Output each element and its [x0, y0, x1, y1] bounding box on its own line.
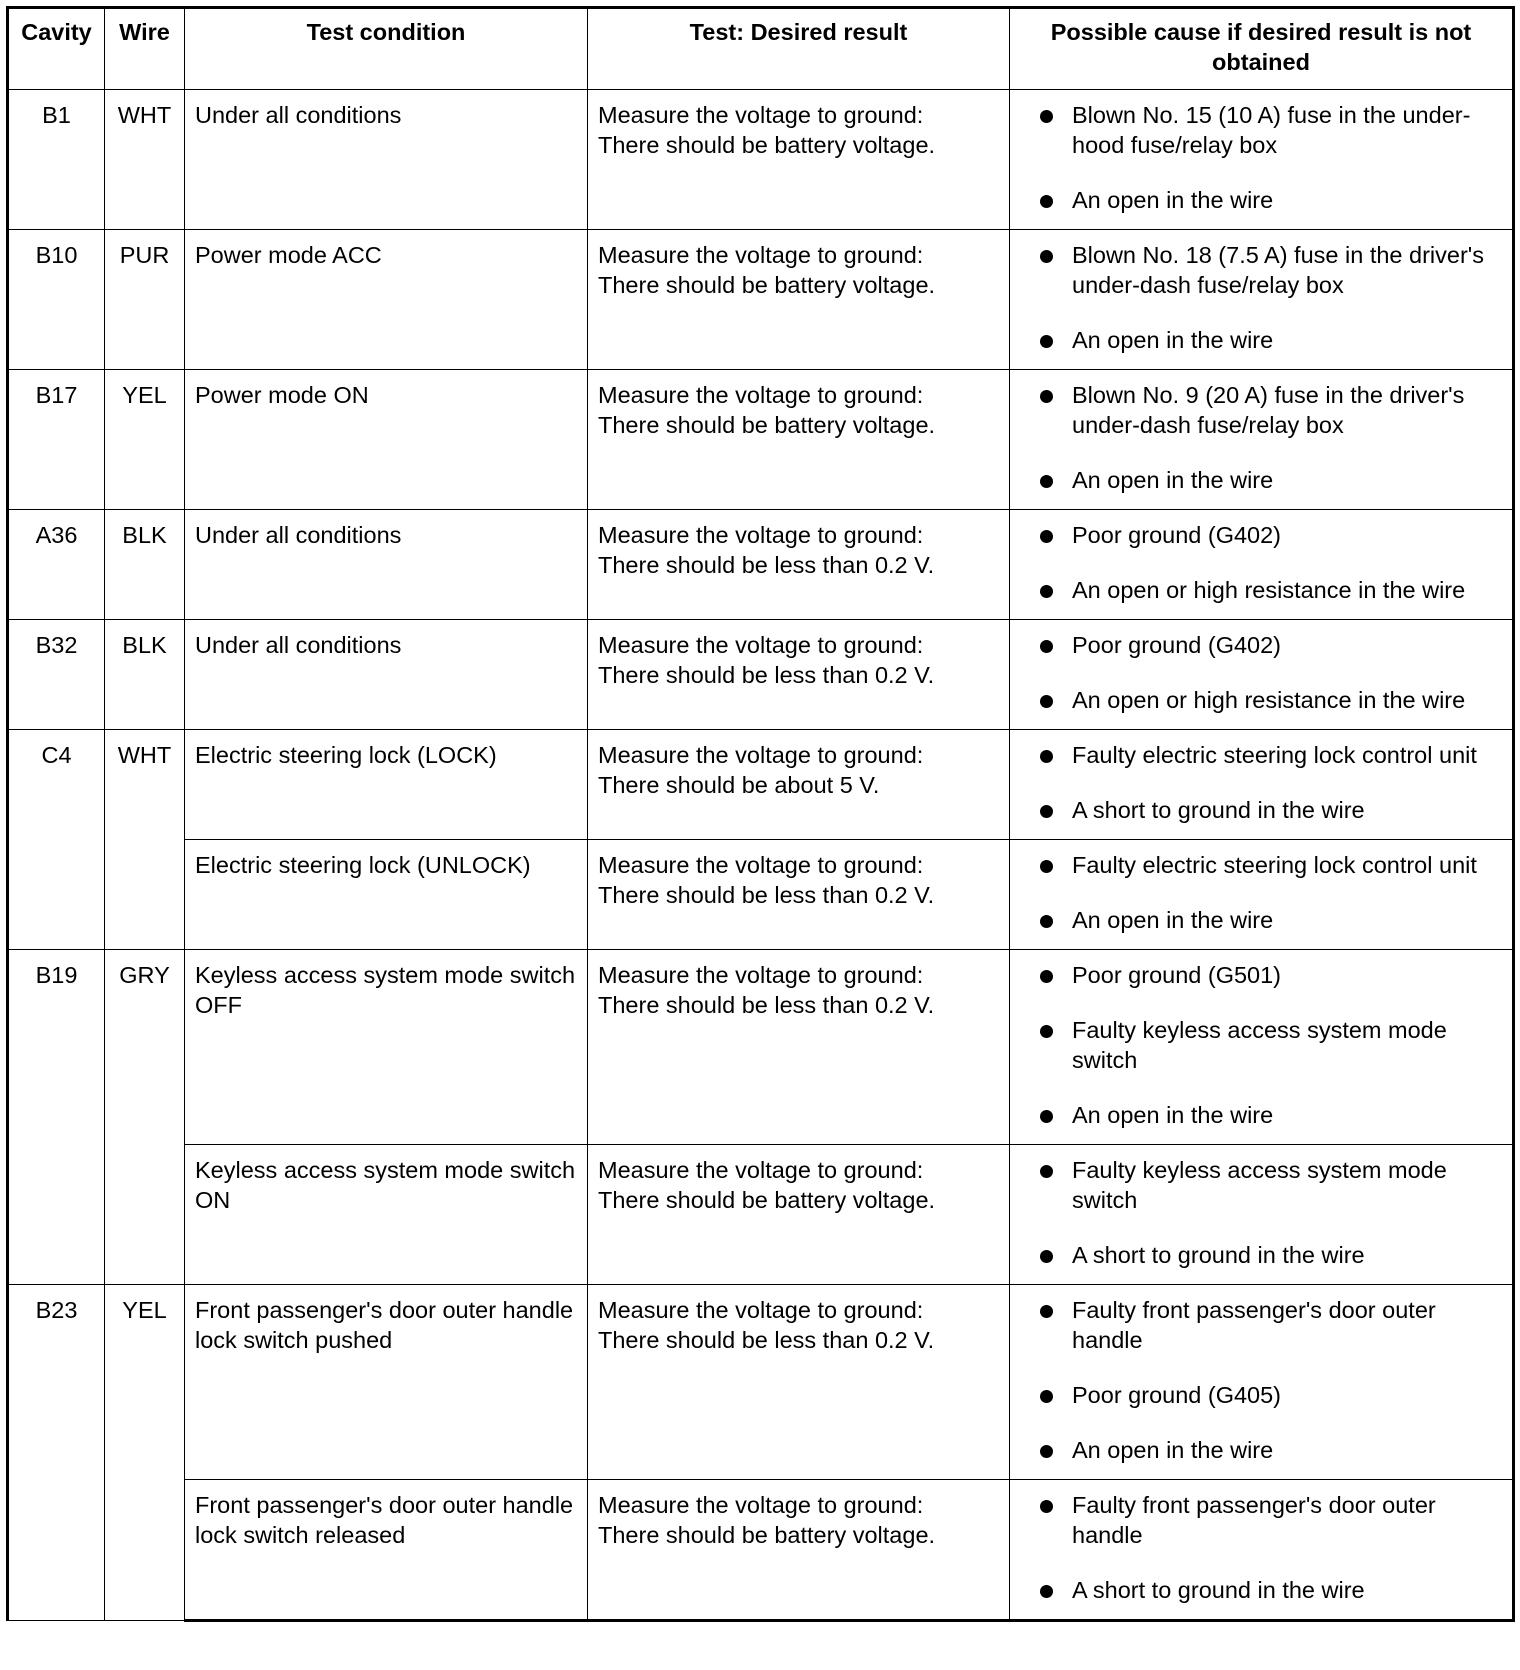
- test-condition-cell: Keyless access system mode switch OFF: [185, 950, 588, 1145]
- cause-item: [1020, 850, 1502, 880]
- cause-list: [1020, 520, 1502, 605]
- cavity-cell: C4: [8, 730, 105, 950]
- cause-text: Poor ground (G501): [1072, 962, 1282, 988]
- bullet-icon: [1040, 970, 1053, 983]
- cause-list: [1020, 380, 1502, 495]
- test-condition-header: Test condition: [185, 8, 588, 90]
- cause-text: Faulty keyless access system mode switch: [1072, 1157, 1447, 1213]
- bullet-icon: [1040, 750, 1053, 763]
- wire-cell: BLK: [105, 620, 185, 730]
- cause-text: An open in the wire: [1072, 187, 1274, 213]
- bullet-icon: [1040, 250, 1053, 263]
- wire-header: Wire: [105, 8, 185, 90]
- bullet-icon: [1040, 1165, 1053, 1178]
- desired-result-cell: [588, 950, 1010, 1145]
- result-line: There should be less than 0.2 V.: [598, 1327, 935, 1353]
- result-line: Measure the voltage to ground:: [598, 242, 924, 268]
- bullet-icon: [1040, 1305, 1053, 1318]
- result-line: Measure the voltage to ground:: [598, 1297, 924, 1323]
- desired-result-cell: [588, 1480, 1010, 1621]
- cause-item: [1020, 185, 1502, 215]
- desired-result-cell: [588, 510, 1010, 620]
- cause-text: Blown No. 18 (7.5 A) fuse in the driver's under-dash fuse/relay box: [1072, 242, 1485, 298]
- cause-list: [1020, 1295, 1502, 1465]
- cause-text: Blown No. 9 (20 A) fuse in the driver's under-dash fuse/relay box: [1072, 382, 1465, 438]
- cause-item: [1020, 960, 1502, 990]
- possible-cause-cell: [1010, 370, 1514, 510]
- desired-result-cell: [588, 370, 1010, 510]
- cause-item: [1020, 630, 1502, 660]
- bullet-icon: [1040, 915, 1053, 928]
- bullet-icon: [1040, 1110, 1053, 1123]
- result-line: There should be battery voltage.: [598, 1522, 936, 1548]
- cause-list: [1020, 100, 1502, 215]
- table-row: [8, 1285, 1514, 1480]
- wire-cell: YEL: [105, 1285, 185, 1621]
- cause-item: [1020, 100, 1502, 160]
- bullet-icon: [1040, 390, 1053, 403]
- bullet-icon: [1040, 195, 1053, 208]
- test-condition-cell: Keyless access system mode switch ON: [185, 1145, 588, 1285]
- wire-cell: WHT: [105, 90, 185, 230]
- result-line: There should be battery voltage.: [598, 132, 936, 158]
- result-line: There should be battery voltage.: [598, 412, 936, 438]
- bullet-icon: [1040, 860, 1053, 873]
- cavity-cell: B1: [8, 90, 105, 230]
- cavity-cell: B19: [8, 950, 105, 1285]
- cause-list: [1020, 1490, 1502, 1605]
- cause-text: An open in the wire: [1072, 1437, 1274, 1463]
- result-line: There should be about 5 V.: [598, 772, 880, 798]
- cause-item: [1020, 1295, 1502, 1355]
- wire-cell: BLK: [105, 510, 185, 620]
- test-condition-cell: Front passenger's door outer handle lock switch pushed: [185, 1285, 588, 1480]
- wire-cell: WHT: [105, 730, 185, 950]
- wire-cell: PUR: [105, 230, 185, 370]
- table-row: [8, 230, 1514, 370]
- cause-text: An open or high resistance in the wire: [1072, 687, 1466, 713]
- table-row: [8, 90, 1514, 230]
- cause-text: An open in the wire: [1072, 327, 1274, 353]
- result-line: Measure the voltage to ground:: [598, 742, 924, 768]
- table-row: [8, 730, 1514, 840]
- cavity-cell: B10: [8, 230, 105, 370]
- table-body: [8, 90, 1514, 1621]
- possible-cause-cell: [1010, 840, 1514, 950]
- bullet-icon: [1040, 695, 1053, 708]
- wire-cell: GRY: [105, 950, 185, 1285]
- cavity-cell: B32: [8, 620, 105, 730]
- result-line: There should be less than 0.2 V.: [598, 552, 935, 578]
- cause-item: [1020, 1575, 1502, 1605]
- result-line: Measure the voltage to ground:: [598, 852, 924, 878]
- test-condition-cell: Electric steering lock (LOCK): [185, 730, 588, 840]
- cause-item: [1020, 1015, 1502, 1075]
- desired-result-cell: [588, 1285, 1010, 1480]
- desired-result-cell: [588, 730, 1010, 840]
- table-row: [8, 370, 1514, 510]
- cavity-cell: B17: [8, 370, 105, 510]
- cause-text: An open in the wire: [1072, 907, 1274, 933]
- cause-list: [1020, 630, 1502, 715]
- cause-text: Blown No. 15 (10 A) fuse in the under-hood fuse/relay box: [1072, 102, 1471, 158]
- bullet-icon: [1040, 1585, 1053, 1598]
- test-condition-cell: Power mode ON: [185, 370, 588, 510]
- wire-cell: YEL: [105, 370, 185, 510]
- cause-list: [1020, 1155, 1502, 1270]
- cause-text: Faulty keyless access system mode switch: [1072, 1017, 1447, 1073]
- result-line: Measure the voltage to ground:: [598, 102, 924, 128]
- cavity-cell: A36: [8, 510, 105, 620]
- page: [6, 6, 1515, 1622]
- result-line: There should be less than 0.2 V.: [598, 882, 935, 908]
- desired-result-cell: [588, 840, 1010, 950]
- bullet-icon: [1040, 805, 1053, 818]
- cause-text: A short to ground in the wire: [1072, 1242, 1365, 1268]
- desired-result-cell: [588, 620, 1010, 730]
- cause-item: [1020, 240, 1502, 300]
- cause-item: [1020, 740, 1502, 770]
- cause-text: Faulty front passenger's door outer handle: [1072, 1297, 1436, 1353]
- cause-item: [1020, 1490, 1502, 1550]
- result-line: Measure the voltage to ground:: [598, 1157, 924, 1183]
- test-condition-cell: Power mode ACC: [185, 230, 588, 370]
- bullet-icon: [1040, 335, 1053, 348]
- result-line: Measure the voltage to ground:: [598, 522, 924, 548]
- table-row: [8, 1145, 1514, 1285]
- possible-cause-header: Possible cause if desired result is not obtained: [1010, 8, 1514, 90]
- cause-text: Faulty front passenger's door outer handle: [1072, 1492, 1436, 1548]
- desired-result-cell: [588, 90, 1010, 230]
- header-row: [8, 8, 1514, 90]
- bullet-icon: [1040, 1390, 1053, 1403]
- possible-cause-cell: [1010, 510, 1514, 620]
- cause-text: Poor ground (G402): [1072, 632, 1282, 658]
- cause-text: An open in the wire: [1072, 1102, 1274, 1128]
- bullet-icon: [1040, 585, 1053, 598]
- bullet-icon: [1040, 475, 1053, 488]
- desired-result-header: Test: Desired result: [588, 8, 1010, 90]
- cause-item: [1020, 685, 1502, 715]
- desired-result-cell: [588, 230, 1010, 370]
- table-row: [8, 1480, 1514, 1621]
- test-condition-cell: Front passenger's door outer handle lock switch released: [185, 1480, 588, 1621]
- result-line: There should be less than 0.2 V.: [598, 662, 935, 688]
- cause-text: Poor ground (G405): [1072, 1382, 1282, 1408]
- cause-item: [1020, 325, 1502, 355]
- cause-text: An open or high resistance in the wire: [1072, 577, 1466, 603]
- bullet-icon: [1040, 530, 1053, 543]
- table-row: [8, 510, 1514, 620]
- possible-cause-cell: [1010, 730, 1514, 840]
- bullet-icon: [1040, 1500, 1053, 1513]
- cause-item: [1020, 1435, 1502, 1465]
- possible-cause-cell: [1010, 1480, 1514, 1621]
- cause-item: [1020, 1240, 1502, 1270]
- bullet-icon: [1040, 1025, 1053, 1038]
- possible-cause-cell: [1010, 90, 1514, 230]
- result-line: Measure the voltage to ground:: [598, 962, 924, 988]
- result-line: Measure the voltage to ground:: [598, 1492, 924, 1518]
- cause-list: [1020, 850, 1502, 935]
- result-line: There should be battery voltage.: [598, 1187, 936, 1213]
- test-condition-cell: Electric steering lock (UNLOCK): [185, 840, 588, 950]
- test-condition-cell: Under all conditions: [185, 510, 588, 620]
- cause-item: [1020, 1155, 1502, 1215]
- bullet-icon: [1040, 1250, 1053, 1263]
- table-row: [8, 950, 1514, 1145]
- bullet-icon: [1040, 1445, 1053, 1458]
- cause-item: [1020, 380, 1502, 440]
- cause-item: [1020, 465, 1502, 495]
- cause-item: [1020, 1380, 1502, 1410]
- cause-item: [1020, 905, 1502, 935]
- test-condition-cell: Under all conditions: [185, 90, 588, 230]
- result-line: Measure the voltage to ground:: [598, 382, 924, 408]
- cause-item: [1020, 795, 1502, 825]
- connector-test-table: [6, 6, 1515, 1622]
- possible-cause-cell: [1010, 230, 1514, 370]
- result-line: There should be less than 0.2 V.: [598, 992, 935, 1018]
- desired-result-cell: [588, 1145, 1010, 1285]
- bullet-icon: [1040, 110, 1053, 123]
- possible-cause-cell: [1010, 1145, 1514, 1285]
- cause-list: [1020, 240, 1502, 355]
- result-line: Measure the voltage to ground:: [598, 632, 924, 658]
- possible-cause-cell: [1010, 950, 1514, 1145]
- cause-text: Faulty electric steering lock control unit: [1072, 742, 1477, 768]
- table-row: [8, 620, 1514, 730]
- cause-text: Poor ground (G402): [1072, 522, 1282, 548]
- cause-item: [1020, 575, 1502, 605]
- bullet-icon: [1040, 640, 1053, 653]
- cause-list: [1020, 960, 1502, 1130]
- cause-text: An open in the wire: [1072, 467, 1274, 493]
- cause-item: [1020, 1100, 1502, 1130]
- cause-text: A short to ground in the wire: [1072, 797, 1365, 823]
- cause-list: [1020, 740, 1502, 825]
- cause-text: Faulty electric steering lock control unit: [1072, 852, 1477, 878]
- cause-item: [1020, 520, 1502, 550]
- table-row: [8, 840, 1514, 950]
- cavity-cell: B23: [8, 1285, 105, 1621]
- result-line: There should be battery voltage.: [598, 272, 936, 298]
- cause-text: A short to ground in the wire: [1072, 1577, 1365, 1603]
- test-condition-cell: Under all conditions: [185, 620, 588, 730]
- cavity-header: Cavity: [8, 8, 105, 90]
- possible-cause-cell: [1010, 1285, 1514, 1480]
- possible-cause-cell: [1010, 620, 1514, 730]
